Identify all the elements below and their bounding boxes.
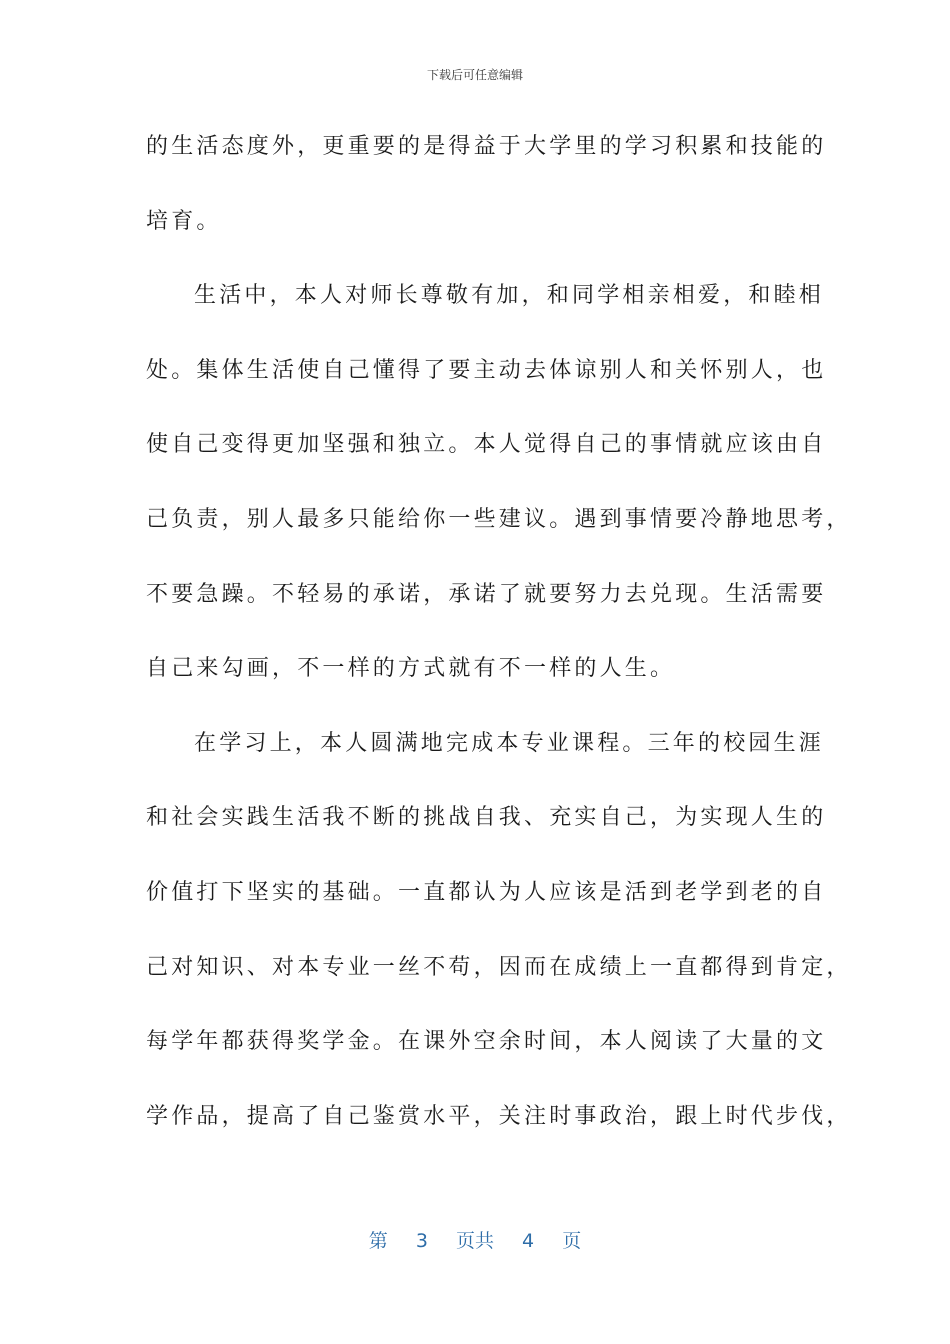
text-line: 处。集体生活使自己懂得了要主动去体谅别人和关怀别人，也 bbox=[146, 357, 827, 383]
paragraph-start-line: 生活中，本人对师长尊敬有加，和同学相亲相爱，和睦相 bbox=[194, 283, 825, 309]
text-line: 自己来勾画，不一样的方式就有不一样的人生。 bbox=[146, 656, 676, 682]
text-line: 价值打下坚实的基础。一直都认为人应该是活到老学到老的自 bbox=[146, 879, 827, 905]
text-line: 使自己变得更加坚强和独立。本人觉得自己的事情就应该由自 bbox=[146, 432, 827, 458]
text-line: 己负责，别人最多只能给你一些建议。遇到事情要冷静地思考， bbox=[146, 506, 852, 532]
document-body bbox=[146, 110, 852, 1154]
text-line: 每学年都获得奖学金。在课外空余时间，本人阅读了大量的文 bbox=[146, 1029, 827, 1055]
text-line: 和社会实践生活我不断的挑战自我、充实自己，为实现人生的 bbox=[146, 805, 827, 831]
paragraph-start-line: 在学习上，本人圆满地完成本专业课程。三年的校园生涯 bbox=[194, 730, 825, 756]
page-footer bbox=[0, 1226, 950, 1253]
page-label-prefix: 第 bbox=[368, 1230, 388, 1252]
text-line: 培育。 bbox=[146, 208, 222, 234]
page-label-suffix: 页 bbox=[562, 1230, 582, 1252]
current-page-number: 3 bbox=[415, 1230, 428, 1252]
text-line: 的生活态度外，更重要的是得益于大学里的学习积累和技能的 bbox=[146, 134, 827, 159]
page-header: 下载后可任意编辑 bbox=[426, 68, 523, 82]
text-line: 学作品，提高了自己鉴赏水平，关注时事政治，跟上时代步伐， bbox=[146, 1103, 852, 1129]
page-label-mid: 页共 bbox=[455, 1230, 494, 1252]
text-line: 己对知识、对本专业一丝不苟，因而在成绩上一直都得到肯定， bbox=[146, 954, 852, 980]
text-line: 不要急躁。不轻易的承诺，承诺了就要努力去兑现。生活需要 bbox=[146, 581, 827, 607]
total-pages-number: 4 bbox=[522, 1230, 535, 1252]
